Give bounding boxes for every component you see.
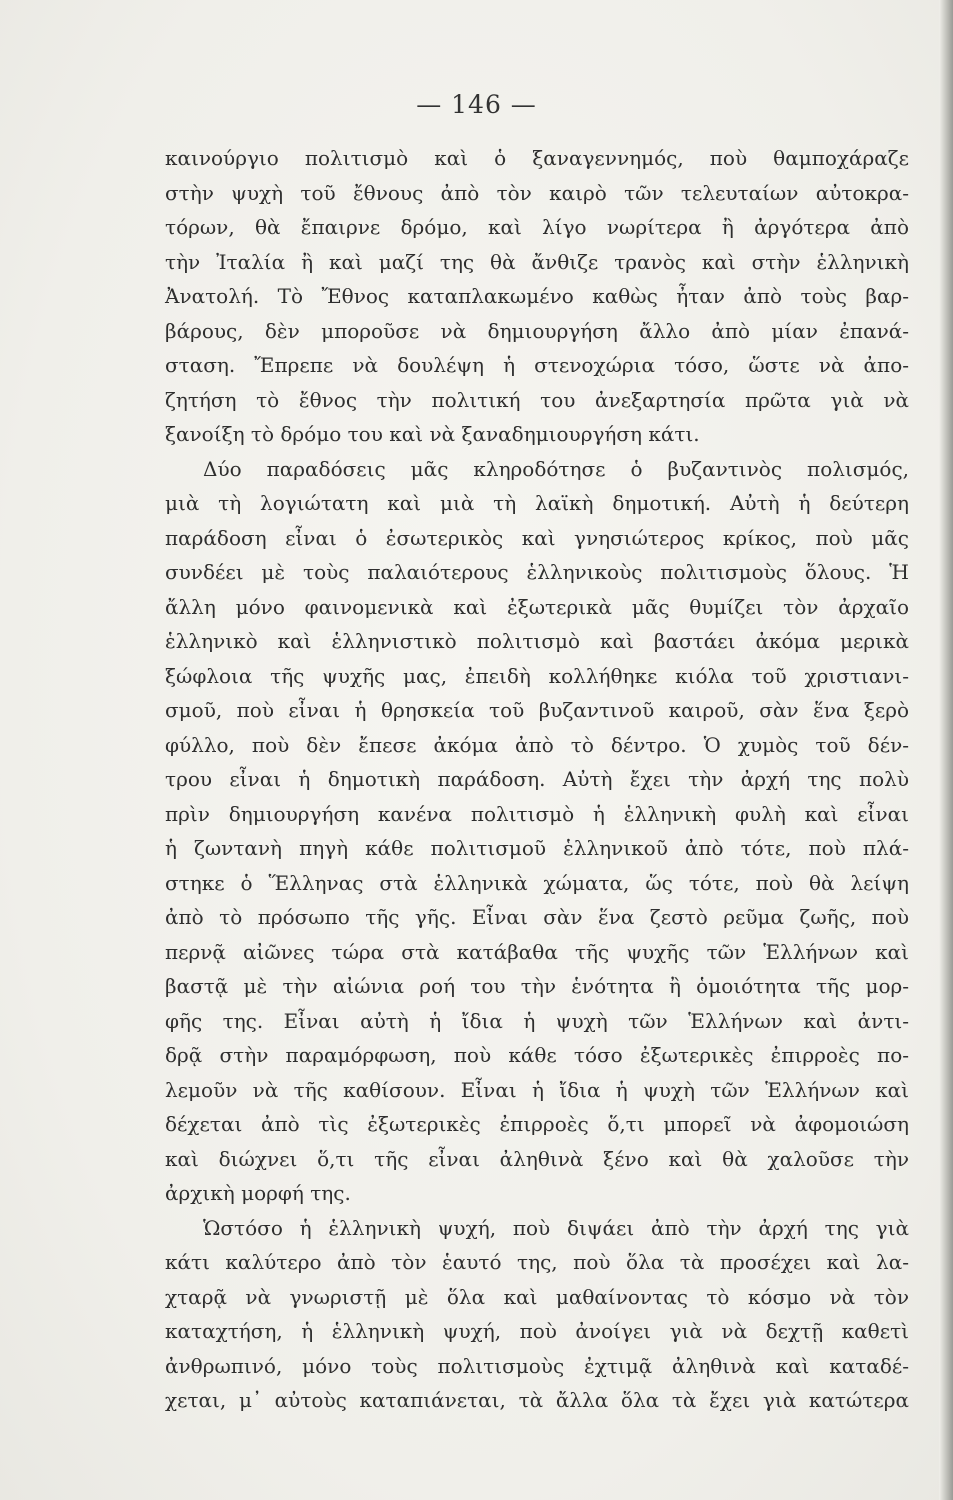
text-line: περνᾷ αἰῶνες τώρα στὰ κατάβαθα τῆς ψυχῆς τῶν Ἑλλήνων καὶ <box>165 939 909 964</box>
text-line: Ὡστόσο ἡ ἑλληνικὴ ψυχή, ποὺ διψάει ἀπὸ τὴν ἀρχή της γιὰ <box>203 1215 909 1240</box>
text-line: ἀπὸ τὸ πρόσωπο τῆς γῆς. Εἶναι σὰν ἕνα ζεστὸ ρεῦμα ζωῆς, ποὺ <box>165 905 909 929</box>
text-line: τόρων, θὰ ἔπαιρνε δρόμο, καὶ λίγο νωρίτερα ἢ ἀργότερα ἀπὸ <box>165 215 909 239</box>
text-line: ἡ ζωντανὴ πηγὴ κάθε πολιτισμοῦ ἑλληνικοῦ ἀπὸ τότε, ποὺ πλά- <box>165 836 909 860</box>
text-line: δρᾷ στὴν παραμόρφωση, ποὺ κάθε τόσο ἐξωτερικὲς ἐπιρροὲς πο- <box>165 1043 909 1067</box>
text-line: ἀρχικὴ μορφή της. <box>165 1181 351 1205</box>
text-line: Δύο παραδόσεις μᾶς κληροδότησε ὁ βυζαντινὸς πολισμός, <box>203 456 909 481</box>
text-line: καινούργιο πολιτισμὸ καὶ ὁ ξαναγεννημός, ποὺ θαμποχάραζε <box>165 146 909 170</box>
text-line: στηκε ὁ Ἕλληνας στὰ ἑλληνικὰ χώματα, ὥς τότε, ποὺ θὰ λείψη <box>165 870 909 895</box>
text-line: ἄλλη μόνο φαινομενικὰ καὶ ἐξωτερικὰ μᾶς θυμίζει τὸν ἀρχαῖο <box>165 594 909 619</box>
text-line: σταση. Ἔπρεπε νὰ δουλέψη ἡ στενοχώρια τόσο, ὥστε νὰ ἀπο- <box>165 353 909 377</box>
page-edge-shadow <box>939 0 953 1500</box>
text-line: ζητήση τὸ ἔθνος τὴν πολιτική του ἀνεξαρτησία πρῶτα γιὰ νὰ <box>165 387 909 412</box>
text-line: ξώφλοια τῆς ψυχῆς μας, ἐπειδὴ κολλήθηκε κιόλα τοῦ χριστιανι- <box>165 663 909 688</box>
text-line: ἑλληνικὸ καὶ ἑλληνιστικὸ πολιτισμὸ καὶ βαστάει ἀκόμα μερικὰ <box>165 629 909 653</box>
text-line: ξανοίξη τὸ δρόμο του καὶ νὰ ξαναδημιουργήση κάτι. <box>165 422 700 446</box>
text-line: καταχτήση, ἡ ἑλληνικὴ ψυχή, ποὺ ἀνοίγει γιὰ νὰ δεχτῇ καθετὶ <box>165 1319 909 1343</box>
text-line: χταρᾷ νὰ γνωριστῇ μὲ ὅλα καὶ μαθαίνοντας τὸ κόσμο νὰ τὸν <box>165 1284 909 1309</box>
text-line: τὴν Ἰταλία ἢ καὶ μαζί της θὰ ἄνθιζε τρανὸς καὶ στὴν ἑλληνικὴ <box>165 249 909 274</box>
text-line: κάτι καλύτερο ἀπὸ τὸν ἑαυτό της, ποὺ ὅλα τὰ προσέχει καὶ λα- <box>165 1250 909 1274</box>
text-line: βαστᾷ μὲ τὴν αἰώνια ροή του τὴν ἑνότητα ἢ ὁμοιότητα τῆς μορ- <box>165 974 909 998</box>
text-line: πρὶν δημιουργήση κανένα πολιτισμὸ ἡ ἑλληνικὴ φυλὴ καὶ εἶναι <box>165 801 909 826</box>
text-line: τρου εἶναι ἡ δημοτικὴ παράδοση. Αὐτὴ ἔχει τὴν ἀρχή της πολὺ <box>165 767 909 791</box>
text-line: δέχεται ἀπὸ τὶς ἐξωτερικὲς ἐπιρροὲς ὅ,τι μπορεῖ νὰ ἀφομοιώση <box>165 1112 909 1136</box>
text-line: χεται, μ᾽ αὐτοὺς καταπιάνεται, τὰ ἄλλα ὅλα τὰ ἔχει γιὰ κατώτερα <box>165 1388 909 1412</box>
text-line: μιὰ τὴ λογιώτατη καὶ μιὰ τὴ λαϊκὴ δημοτική. Αὐτὴ ἡ δεύτερη <box>165 491 909 515</box>
text-line: σμοῦ, ποὺ εἶναι ἡ θρησκεία τοῦ βυζαντινοῦ καιροῦ, σὰν ἕνα ξερὸ <box>165 698 909 722</box>
text-line: παράδοση εἶναι ὁ ἐσωτερικὸς καὶ γνησιώτερος κρίκος, ποὺ μᾶς <box>165 525 909 550</box>
text-line: βάρους, δὲν μποροῦσε νὰ δημιουργήση ἄλλο ἀπὸ μίαν ἐπανά- <box>165 318 909 343</box>
page-number: — 146 — <box>416 90 537 119</box>
text-line: στὴν ψυχὴ τοῦ ἔθνους ἀπὸ τὸν καιρὸ τῶν τελευταίων αὐτοκρα- <box>165 180 909 205</box>
text-line: Ἀνατολή. Τὸ Ἔθνος καταπλακωμένο καθὼς ἦταν ἀπὸ τοὺς βαρ- <box>165 284 909 308</box>
text-line: ἀνθρωπινό, μόνο τοὺς πολιτισμοὺς ἐχτιμᾷ ἀληθινὰ καὶ καταδέ- <box>165 1353 909 1378</box>
text-line: φῆς της. Εἶναι αὐτὴ ἡ ἴδια ἡ ψυχὴ τῶν Ἑλλήνων καὶ ἀντι- <box>165 1008 909 1033</box>
text-line: λεμοῦν νὰ τῆς καθίσουν. Εἶναι ἡ ἴδια ἡ ψυχὴ τῶν Ἑλλήνων καὶ <box>165 1077 909 1102</box>
text-line: συνδέει μὲ τοὺς παλαιότερους ἑλληνικοὺς πολιτισμοὺς ὅλους. Ἡ <box>165 560 909 584</box>
text-line: καὶ διώχνει ὅ,τι τῆς εἶναι ἀληθινὰ ξένο καὶ θὰ χαλοῦσε τὴν <box>165 1146 909 1171</box>
text-line: φύλλο, ποὺ δὲν ἔπεσε ἀκόμα ἀπὸ τὸ δέντρο. Ὁ χυμὸς τοῦ δέν- <box>165 732 909 757</box>
body-text <box>165 141 909 1418</box>
